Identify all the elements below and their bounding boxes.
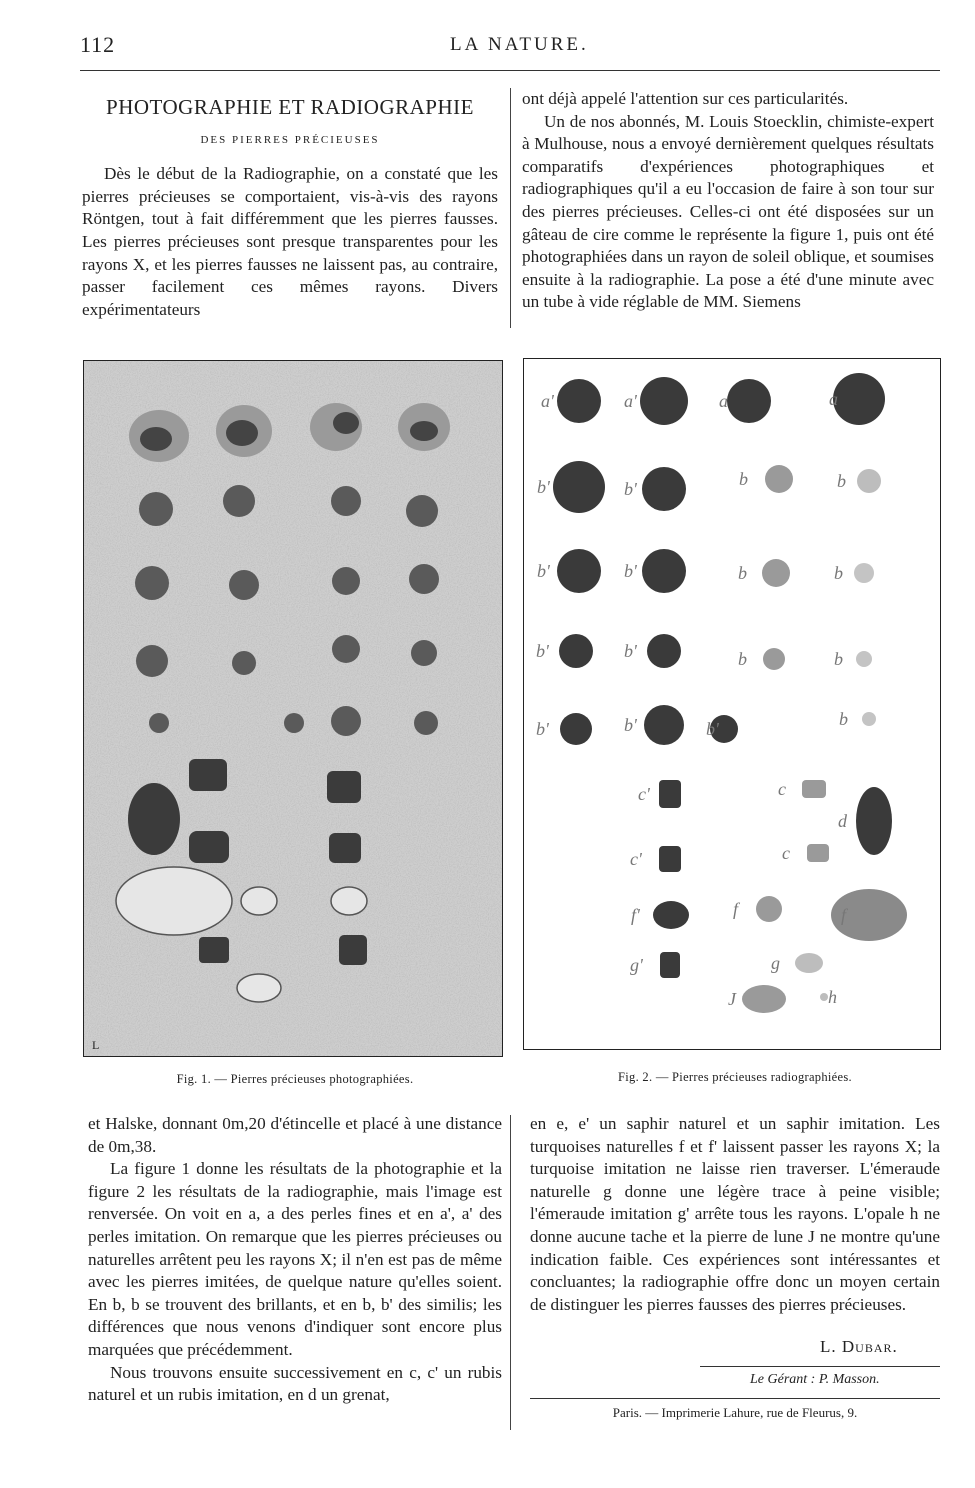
radiograph-label: c — [782, 843, 790, 863]
radiograph-stone — [762, 559, 790, 587]
radiograph-label: b' — [624, 561, 637, 581]
column-right-top — [522, 88, 934, 314]
radiograph-stone — [659, 846, 681, 872]
radiograph-label: a — [719, 391, 728, 411]
radiograph-label: b — [738, 649, 747, 669]
figure-1-photograph — [83, 360, 503, 1057]
radiograph-stone — [765, 465, 793, 493]
radiograph-stone — [659, 780, 681, 808]
radiograph-label: b' — [624, 641, 637, 661]
paragraph-stoecklin: Un de nos abonnés, M. Louis Stoecklin, chimiste-expert à Mulhouse, nous a envoyé dernièrement quelques résultats comparatifs d'expériences photographiques et radiographiques qu'il a eu l'occasion de faire à son tour sur des pierres précieuses. Celles-ci ont été disposées sur un gâteau de cire comme le représente la figure 1, puis ont été photographiées dans un rayon de soleil oblique, et soumises ensuite à la radiographie. La pose a été d'une minute avec un tube à vide réglable de MM. Siemens — [522, 111, 934, 312]
radiograph-label: h — [828, 987, 837, 1007]
radiograph-label: J — [728, 989, 736, 1009]
radiograph-label: f — [841, 905, 847, 925]
radiograph-stone — [756, 896, 782, 922]
radiograph-label: b' — [536, 641, 549, 661]
radiograph-label: f — [733, 899, 739, 919]
radiograph-label: a — [829, 389, 838, 409]
radiograph-stone — [763, 648, 785, 670]
figure-2-radiograph — [523, 358, 941, 1050]
radiograph-stone — [856, 651, 872, 667]
radiograph-stone — [647, 634, 681, 668]
radiograph-label: b — [834, 649, 843, 669]
radiograph-stone — [640, 377, 688, 425]
column-left-top — [82, 96, 498, 321]
radiograph-label: a' — [541, 391, 554, 411]
footer-rule-top — [700, 1366, 940, 1367]
running-title: LA NATURE. — [450, 34, 589, 55]
radiograph-label: b — [837, 471, 846, 491]
radiograph-stone — [653, 901, 689, 929]
column-left-bottom — [88, 1113, 502, 1407]
radiograph-stone — [642, 549, 686, 593]
paragraph-intro: Dès le début de la Radiographie, on a constaté que les pierres précieuses se comportaient, vis-à-vis des rayons Röntgen, tout à fait différemment que les pierres fausses. Les pierres précieuses sont presque transparentes pour les rayons X, et les pierres fausses ne laissent pas, au contraire, passer facilement ces mêmes rayons. Divers expérimentateurs — [82, 164, 498, 319]
radiograph-stone — [820, 993, 828, 1001]
footer-rule-bottom — [530, 1398, 940, 1399]
radiograph-label: b' — [537, 561, 550, 581]
author-signature: L. Dubar. — [820, 1337, 898, 1356]
radiograph-label: b' — [624, 715, 637, 735]
radiograph-stone — [644, 705, 684, 745]
radiograph-stone — [557, 379, 601, 423]
paragraph-continuation: ont déjà appelé l'attention sur ces particularités. — [522, 89, 849, 108]
paragraph-conclusion: en e, e' un saphir naturel et un saphir imitation. Les turquoises naturelles f et f' laissent passer les rayons X; la turquoise imitation ne laisse rien traverser. L'émeraude naturelle g donne une légère trace à peine visible; l'émeraude imitation g' arrête tous les rayons. L'opale h ne donne aucune tache et la pierre de lune J ne montre qu'une indication faible. Ces expériences sont intéressantes et concluantes; la radiographie offre donc un moyen certain de distinguer les pierres fausses des pierres précieuses. — [530, 1114, 940, 1314]
radiograph-image — [524, 359, 940, 1049]
radiograph-label: b' — [537, 477, 550, 497]
radiograph-stone — [857, 469, 881, 493]
article-subtitle: DES PIERRES PRÉCIEUSES — [200, 133, 380, 146]
radiograph-stone — [802, 780, 826, 798]
radiograph-label: b' — [536, 719, 549, 739]
radiograph-stone — [557, 549, 601, 593]
radiograph-stone — [862, 712, 876, 726]
radiograph-label: f' — [631, 905, 640, 925]
gerant-line: Le Gérant : P. Masson. — [750, 1372, 880, 1387]
radiograph-stone — [553, 461, 605, 513]
radiograph-label: b — [834, 563, 843, 583]
radiograph-label: c' — [630, 849, 642, 869]
radiograph-stone — [727, 379, 771, 423]
paragraph-halske: et Halske, donnant 0m,20 d'étincelle et placé à une distance de 0m,38. — [88, 1114, 502, 1156]
radiograph-stone — [559, 634, 593, 668]
radiograph-label: b' — [624, 479, 637, 499]
figure-1-caption: Fig. 1. — Pierres précieuses photographiées. — [176, 1072, 414, 1086]
column-right-bottom — [530, 1113, 940, 1316]
page-header — [80, 30, 940, 70]
printer-imprint: Paris. — Imprimerie Lahure, rue de Fleurus, 9. — [612, 1405, 858, 1420]
header-rule — [80, 70, 940, 71]
svg-text:L: L — [92, 1038, 100, 1052]
radiograph-label: b — [739, 469, 748, 489]
radiograph-label: c — [778, 779, 786, 799]
paragraph-figures: La figure 1 donne les résultats de la photographie et la figure 2 les résultats de la radiographie, mais l'image est renversée. On voit en a, a des perles fines et en a', a' des perles imitation. On remarque que les pierres précieuses ou naturelles arrêtent peu les rayons X; il n'en est pas de même avec les pierres imitées, de quelque nature qu'elles soient. En b, b se trouvent des brillants, et en b, b' des similis; les différences que nous venons d'indiquer sont encore plus marquées que précédemment. — [88, 1159, 502, 1359]
radiograph-label: c' — [638, 784, 650, 804]
radiograph-label: g — [771, 953, 780, 973]
paragraph-rubis: Nous trouvons ensuite successivement en c, c' un rubis naturel et un rubis imitation, en d un grenat, — [88, 1362, 502, 1405]
radiograph-label: a' — [624, 391, 637, 411]
figure-2-caption: Fig. 2. — Pierres précieuses radiographiées. — [618, 1070, 852, 1084]
radiograph-stone — [795, 953, 823, 973]
radiograph-stone — [807, 844, 829, 862]
article-title: PHOTOGRAPHIE ET RADIOGRAPHIE — [106, 95, 474, 119]
radiograph-stone — [742, 985, 786, 1013]
page-number: 112 — [80, 32, 116, 57]
photograph-image — [84, 361, 502, 1056]
radiograph-stone — [660, 952, 680, 978]
radiograph-stone — [833, 373, 885, 425]
column-divider-bottom — [510, 1115, 511, 1430]
radiograph-label: b' — [706, 719, 719, 739]
radiograph-stone — [642, 467, 686, 511]
radiograph-label: g' — [630, 955, 643, 975]
radiograph-stone — [856, 787, 892, 855]
radiograph-label: d — [838, 811, 847, 831]
column-divider — [510, 88, 511, 328]
radiograph-label: b — [839, 709, 848, 729]
radiograph-label: b — [738, 563, 747, 583]
radiograph-stone — [560, 713, 592, 745]
radiograph-stone — [854, 563, 874, 583]
